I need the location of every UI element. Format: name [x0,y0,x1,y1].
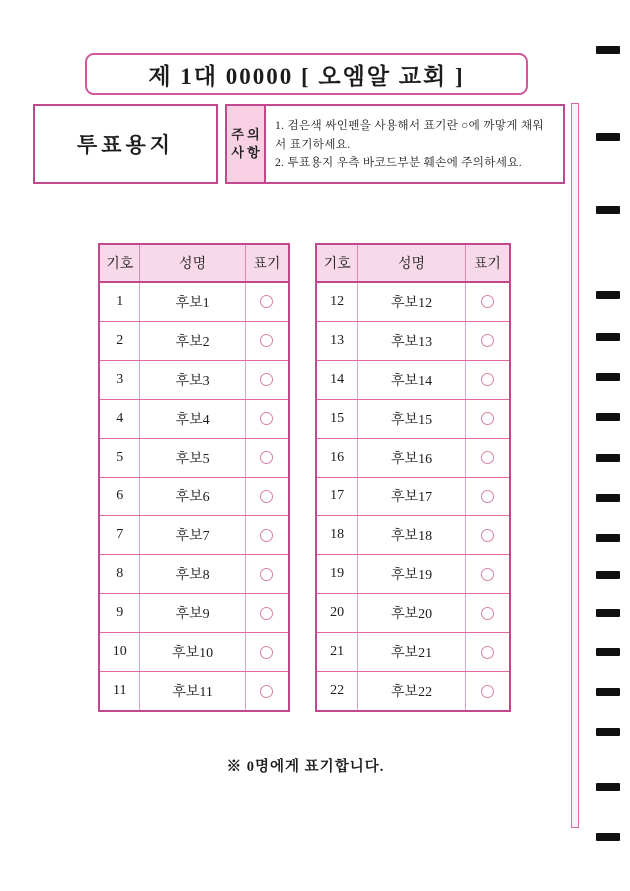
candidate-name: 후보10 [139,633,245,671]
notice-label [227,106,266,182]
candidate-number: 6 [116,488,124,504]
candidate-number: 21 [330,644,345,660]
mark-circle-icon[interactable] [481,529,494,542]
notice-box [225,104,565,184]
candidate-row [100,515,288,554]
mark-circle-icon[interactable] [481,490,494,503]
header-mark: 표기 [473,257,501,272]
candidate-row [317,632,509,671]
candidate-name: 후보16 [357,439,466,477]
mark-circle-icon[interactable] [260,529,273,542]
omr-timing-mark [596,206,620,214]
candidate-row [317,554,509,593]
mark-cell[interactable] [246,322,288,360]
candidate-name: 후보11 [139,672,245,710]
table-body [100,283,288,710]
mark-circle-icon[interactable] [481,646,494,659]
candidate-row [100,477,288,516]
header-number: 기호 [323,257,351,272]
footer-note: ※ 0명에게 표기합니다. [226,759,385,775]
omr-timing-mark [596,728,620,736]
candidate-row [317,593,509,632]
omr-timing-mark [596,373,620,381]
election-title-box [85,53,528,95]
mark-cell[interactable] [466,478,509,516]
mark-cell[interactable] [466,555,509,593]
mark-circle-icon[interactable] [260,373,273,386]
notice-item-1: 1. 검은색 싸인펜을 사용해서 표기란 ○에 까맣게 채워서 표기하세요. [275,118,544,151]
mark-circle-icon[interactable] [481,607,494,620]
mark-circle-icon[interactable] [260,334,273,347]
candidate-name: 후보14 [357,361,466,399]
candidate-number: 10 [112,644,127,660]
candidate-number: 13 [330,332,345,348]
omr-timing-mark [596,688,620,696]
mark-cell[interactable] [246,555,288,593]
candidate-number: 9 [116,605,124,621]
candidate-name: 후보12 [357,283,466,321]
candidate-number: 22 [330,683,345,699]
mark-cell[interactable] [246,633,288,671]
candidate-number: 5 [116,449,124,465]
candidate-number: 20 [330,605,345,621]
candidate-number: 11 [112,683,127,699]
omr-timing-mark [596,454,620,462]
mark-circle-icon[interactable] [260,568,273,581]
candidate-name: 후보6 [139,478,245,516]
candidate-number: 16 [330,449,345,465]
candidate-name: 후보9 [139,594,245,632]
notice-text [266,106,563,182]
candidate-table-right [315,243,511,712]
candidate-row [100,360,288,399]
candidate-row [100,399,288,438]
omr-timing-mark [596,571,620,579]
mark-circle-icon[interactable] [481,451,494,464]
mark-circle-icon[interactable] [260,412,273,425]
mark-circle-icon[interactable] [260,646,273,659]
mark-cell[interactable] [246,594,288,632]
election-title: 제 1대 00000 [ 오엠알 교회 ] [148,63,465,89]
candidate-number: 8 [116,566,124,582]
candidate-name: 후보7 [139,516,245,554]
candidate-name: 후보17 [357,478,466,516]
candidate-number: 2 [116,332,124,348]
header-number: 기호 [106,257,134,272]
mark-cell[interactable] [246,400,288,438]
candidate-row [100,593,288,632]
candidate-row [317,438,509,477]
mark-cell[interactable] [246,361,288,399]
mark-cell[interactable] [466,633,509,671]
mark-cell[interactable] [466,322,509,360]
candidate-table-left [98,243,290,712]
candidate-row [317,283,509,321]
omr-timing-mark [596,609,620,617]
candidate-name: 후보18 [357,516,466,554]
mark-circle-icon[interactable] [260,490,273,503]
mark-cell[interactable] [246,672,288,710]
candidate-name: 후보20 [357,594,466,632]
candidate-name: 후보8 [139,555,245,593]
mark-circle-icon[interactable] [260,295,273,308]
candidate-row [317,399,509,438]
mark-circle-icon[interactable] [481,295,494,308]
candidate-row [317,321,509,360]
ballot-paper-label: 투표용지 [76,133,175,157]
mark-circle-icon[interactable] [481,334,494,347]
candidate-number: 19 [330,566,345,582]
mark-cell[interactable] [246,478,288,516]
candidate-row [100,671,288,710]
mark-cell[interactable] [466,439,509,477]
mark-circle-icon[interactable] [481,412,494,425]
omr-timing-mark [596,534,620,542]
header-name: 성명 [357,245,466,281]
candidate-name: 후보4 [139,400,245,438]
omr-timing-mark [596,46,620,54]
candidate-name: 후보19 [357,555,466,593]
mark-cell[interactable] [466,672,509,710]
candidate-name: 후보21 [357,633,466,671]
omr-timing-mark [596,133,620,141]
omr-timing-mark [596,648,620,656]
omr-timing-mark [596,494,620,502]
mark-cell[interactable] [466,594,509,632]
barcode-guard-bar [571,103,579,828]
notice-label-line2: 사 항 [231,145,260,160]
mark-circle-icon[interactable] [481,685,494,698]
mark-cell[interactable] [466,361,509,399]
candidate-row [100,283,288,321]
candidate-number: 18 [330,527,345,543]
candidate-row [100,554,288,593]
candidate-number: 15 [330,410,345,426]
candidate-row [317,477,509,516]
mark-cell[interactable] [466,283,509,321]
table-body [317,283,509,710]
mark-circle-icon[interactable] [260,607,273,620]
ballot-paper-label-box [33,104,218,184]
omr-timing-mark [596,833,620,841]
mark-cell[interactable] [466,516,509,554]
mark-circle-icon[interactable] [481,568,494,581]
mark-cell[interactable] [246,516,288,554]
header-mark: 표기 [253,257,281,272]
header-name: 성명 [139,245,245,281]
candidate-number: 12 [330,293,345,309]
candidate-name: 후보5 [139,439,245,477]
candidate-row [317,360,509,399]
candidate-number: 7 [116,527,124,543]
table-header-row [317,245,509,283]
candidate-row [100,632,288,671]
candidate-number: 3 [116,371,124,387]
candidate-name: 후보15 [357,400,466,438]
candidate-name: 후보2 [139,322,245,360]
table-header-row [100,245,288,283]
omr-timing-mark [596,413,620,421]
candidate-row [100,321,288,360]
omr-timing-mark [596,783,620,791]
candidate-row [317,671,509,710]
candidate-name: 후보22 [357,672,466,710]
mark-circle-icon[interactable] [481,373,494,386]
mark-circle-icon[interactable] [260,685,273,698]
omr-timing-mark [596,291,620,299]
candidate-number: 14 [330,371,345,387]
candidate-number: 4 [116,410,124,426]
candidate-name: 후보13 [357,322,466,360]
notice-label-line1: 주 의 [231,127,260,143]
mark-circle-icon[interactable] [260,451,273,464]
notice-item-2: 2. 투표용지 우측 바코드부분 훼손에 주의하세요. [275,156,522,170]
mark-cell[interactable] [246,283,288,321]
candidate-row [317,515,509,554]
candidate-name: 후보3 [139,361,245,399]
candidate-name: 후보1 [139,283,245,321]
mark-cell[interactable] [246,439,288,477]
mark-cell[interactable] [466,400,509,438]
candidate-row [100,438,288,477]
omr-timing-mark [596,333,620,341]
candidate-number: 17 [330,488,345,504]
candidate-number: 1 [116,293,124,309]
